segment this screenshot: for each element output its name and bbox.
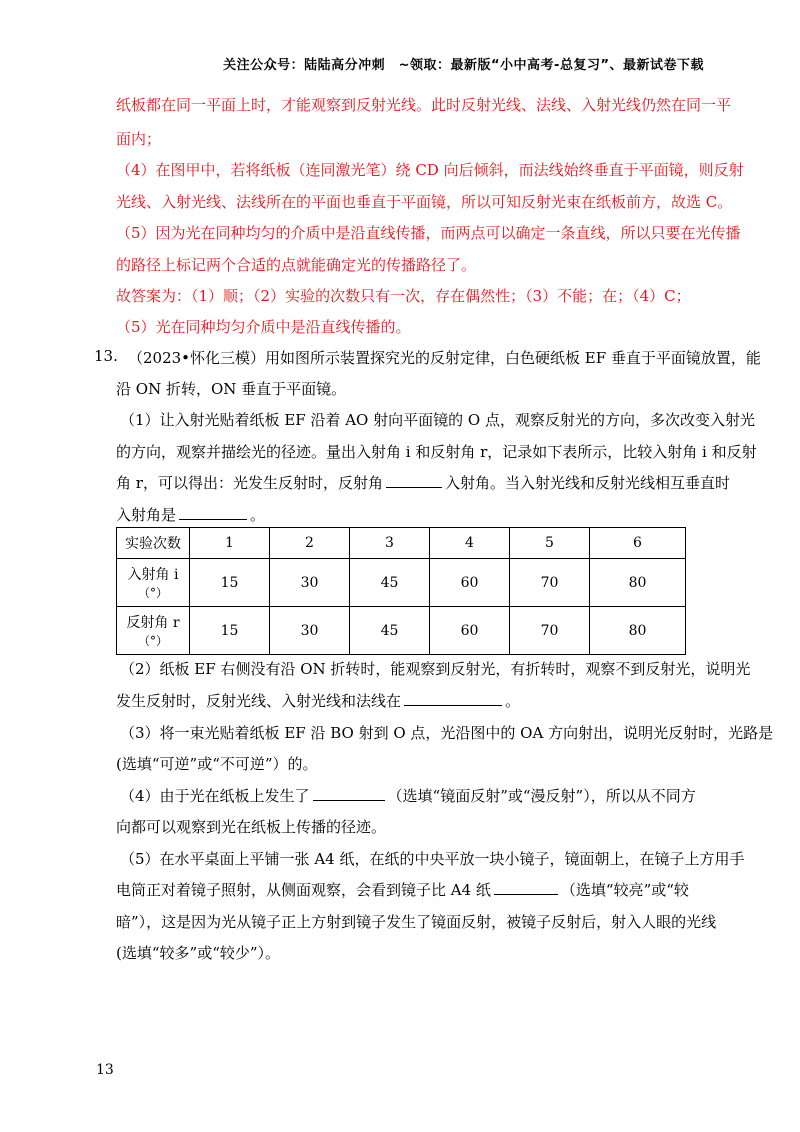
question-number: 13. [94,347,118,365]
table-cell: 30 [270,559,350,607]
part1-text: 的方向，观察并描绘光的径迹。量出入射角 i 和反射角 r，记录如下表所示，比较入射角 i 和反射 [116,443,757,461]
table-row-label: 反射角 r （°） [117,607,190,655]
table-cell: 4 [430,528,510,559]
table-cell: 70 [510,559,590,607]
part2-text: （2）纸板 EF 右侧没有沿 ON 折转时，能观察到反射光，有折转时，观察不到反射光，说明光 [120,660,751,678]
data-table [116,527,686,655]
table-header-cell: 实验次数 [117,528,190,559]
table-cell: 2 [270,528,350,559]
part5-text: （5）在水平桌面上平铺一张 A4 纸，在纸的中央平放一块小镜子，镜面朝上，在镜子上方用手 [120,850,745,868]
table-row [117,607,686,655]
answer-blank[interactable] [386,472,442,488]
table-cell: 5 [510,528,590,559]
part3-text: （3）将一束光贴着纸板 EF 沿 BO 射到 O 点，光沿图中的 OA 方向射出，说明光反射时，光路是 [120,724,774,742]
answer-line: 光线、入射光线、法线所在的平面也垂直于平面镜，所以可知反射光束在纸板前方，故选 C。 [116,193,733,211]
table-cell: 30 [270,607,350,655]
table-cell: 15 [190,607,270,655]
part1-text: （1）让入射光贴着纸板 EF 沿着 AO 射向平面镜的 O 点，观察反射光的方向，多次改变入射光 [120,411,755,429]
answer-blank[interactable] [404,690,502,706]
part5-text: 电筒正对着镜子照射，从侧面观察，会看到镜子比 A4 纸 （选填“较亮”或“较 [116,881,689,899]
table-cell: 6 [590,528,686,559]
table-row-label: 入射角 i （°） [117,559,190,607]
answer-line: 面内； [116,130,162,148]
answer-blank[interactable] [179,504,247,520]
answer-line: 纸板都在同一平面上时，才能观察到反射光线。此时反射光线、法线、入射光线仍然在同一平 [116,96,732,114]
page-header: 关注公众号：陆陆高分冲刺 ~领取：最新版“小中高考-总复习”、最新试卷下载 [223,58,704,73]
table-row [117,559,686,607]
answer-line: （4）在图甲中，若将纸板（连同激光笔）绕 CD 向后倾斜，而法线始终垂直于平面镜，则反射 [116,161,744,179]
table-cell: 80 [590,607,686,655]
part4-text: （4）由于光在纸板上发生了 （选填“镜面反射”或“漫反射”），所以从不同方 [120,787,696,805]
table-cell: 1 [190,528,270,559]
table-row [117,528,686,559]
answer-summary: （5）光在同种均匀介质中是沿直线传播的。 [116,318,411,336]
question-stem: （2023•怀化三模）用如图所示装置探究光的反射定律，白色硬纸板 EF 垂直于平面镜放置，能 [128,349,761,367]
answer-blank[interactable] [313,785,385,801]
part1-text: 角 r，可以得出：光发生反射时，反射角 入射角。当入射光线和反射光线相互垂直时 [116,474,730,492]
table-cell: 80 [590,559,686,607]
table-cell: 3 [350,528,430,559]
part5-text: 暗”），这是因为光从镜子正上方射到镜子发生了镜面反射，被镜子反射后，射入人眼的光线 [116,913,717,931]
page-number: 13 [96,1062,114,1078]
answer-line: （5）因为光在同种均匀的介质中是沿直线传播，而两点可以确定一条直线，所以只要在光传播 [116,224,741,242]
part5-text: (选填“较多”或“较少”）。 [116,944,281,962]
part4-text: 向都可以观察到光在纸板上传播的径迹。 [116,818,387,836]
table-cell: 60 [430,559,510,607]
table-cell: 45 [350,607,430,655]
table-cell: 60 [430,607,510,655]
answer-blank[interactable] [494,879,558,895]
answer-summary: 故答案为：（1）顺；（2）实验的次数只有一次，存在偶然性；（3）不能；在；（4）C； [116,287,691,305]
table-cell: 70 [510,607,590,655]
answer-line: 的路径上标记两个合适的点就能确定光的传播路径了。 [116,256,477,274]
table-cell: 15 [190,559,270,607]
part1-text: 入射角是 。 [116,506,266,524]
question-stem: 沿 ON 折转，ON 垂直于平面镜。 [116,380,347,398]
part2-text: 发生反射时，反射光线、入射光线和法线在 。 [116,692,521,710]
table-cell: 45 [350,559,430,607]
part3-text: (选填“可逆”或“不可逆”）的。 [116,755,318,773]
